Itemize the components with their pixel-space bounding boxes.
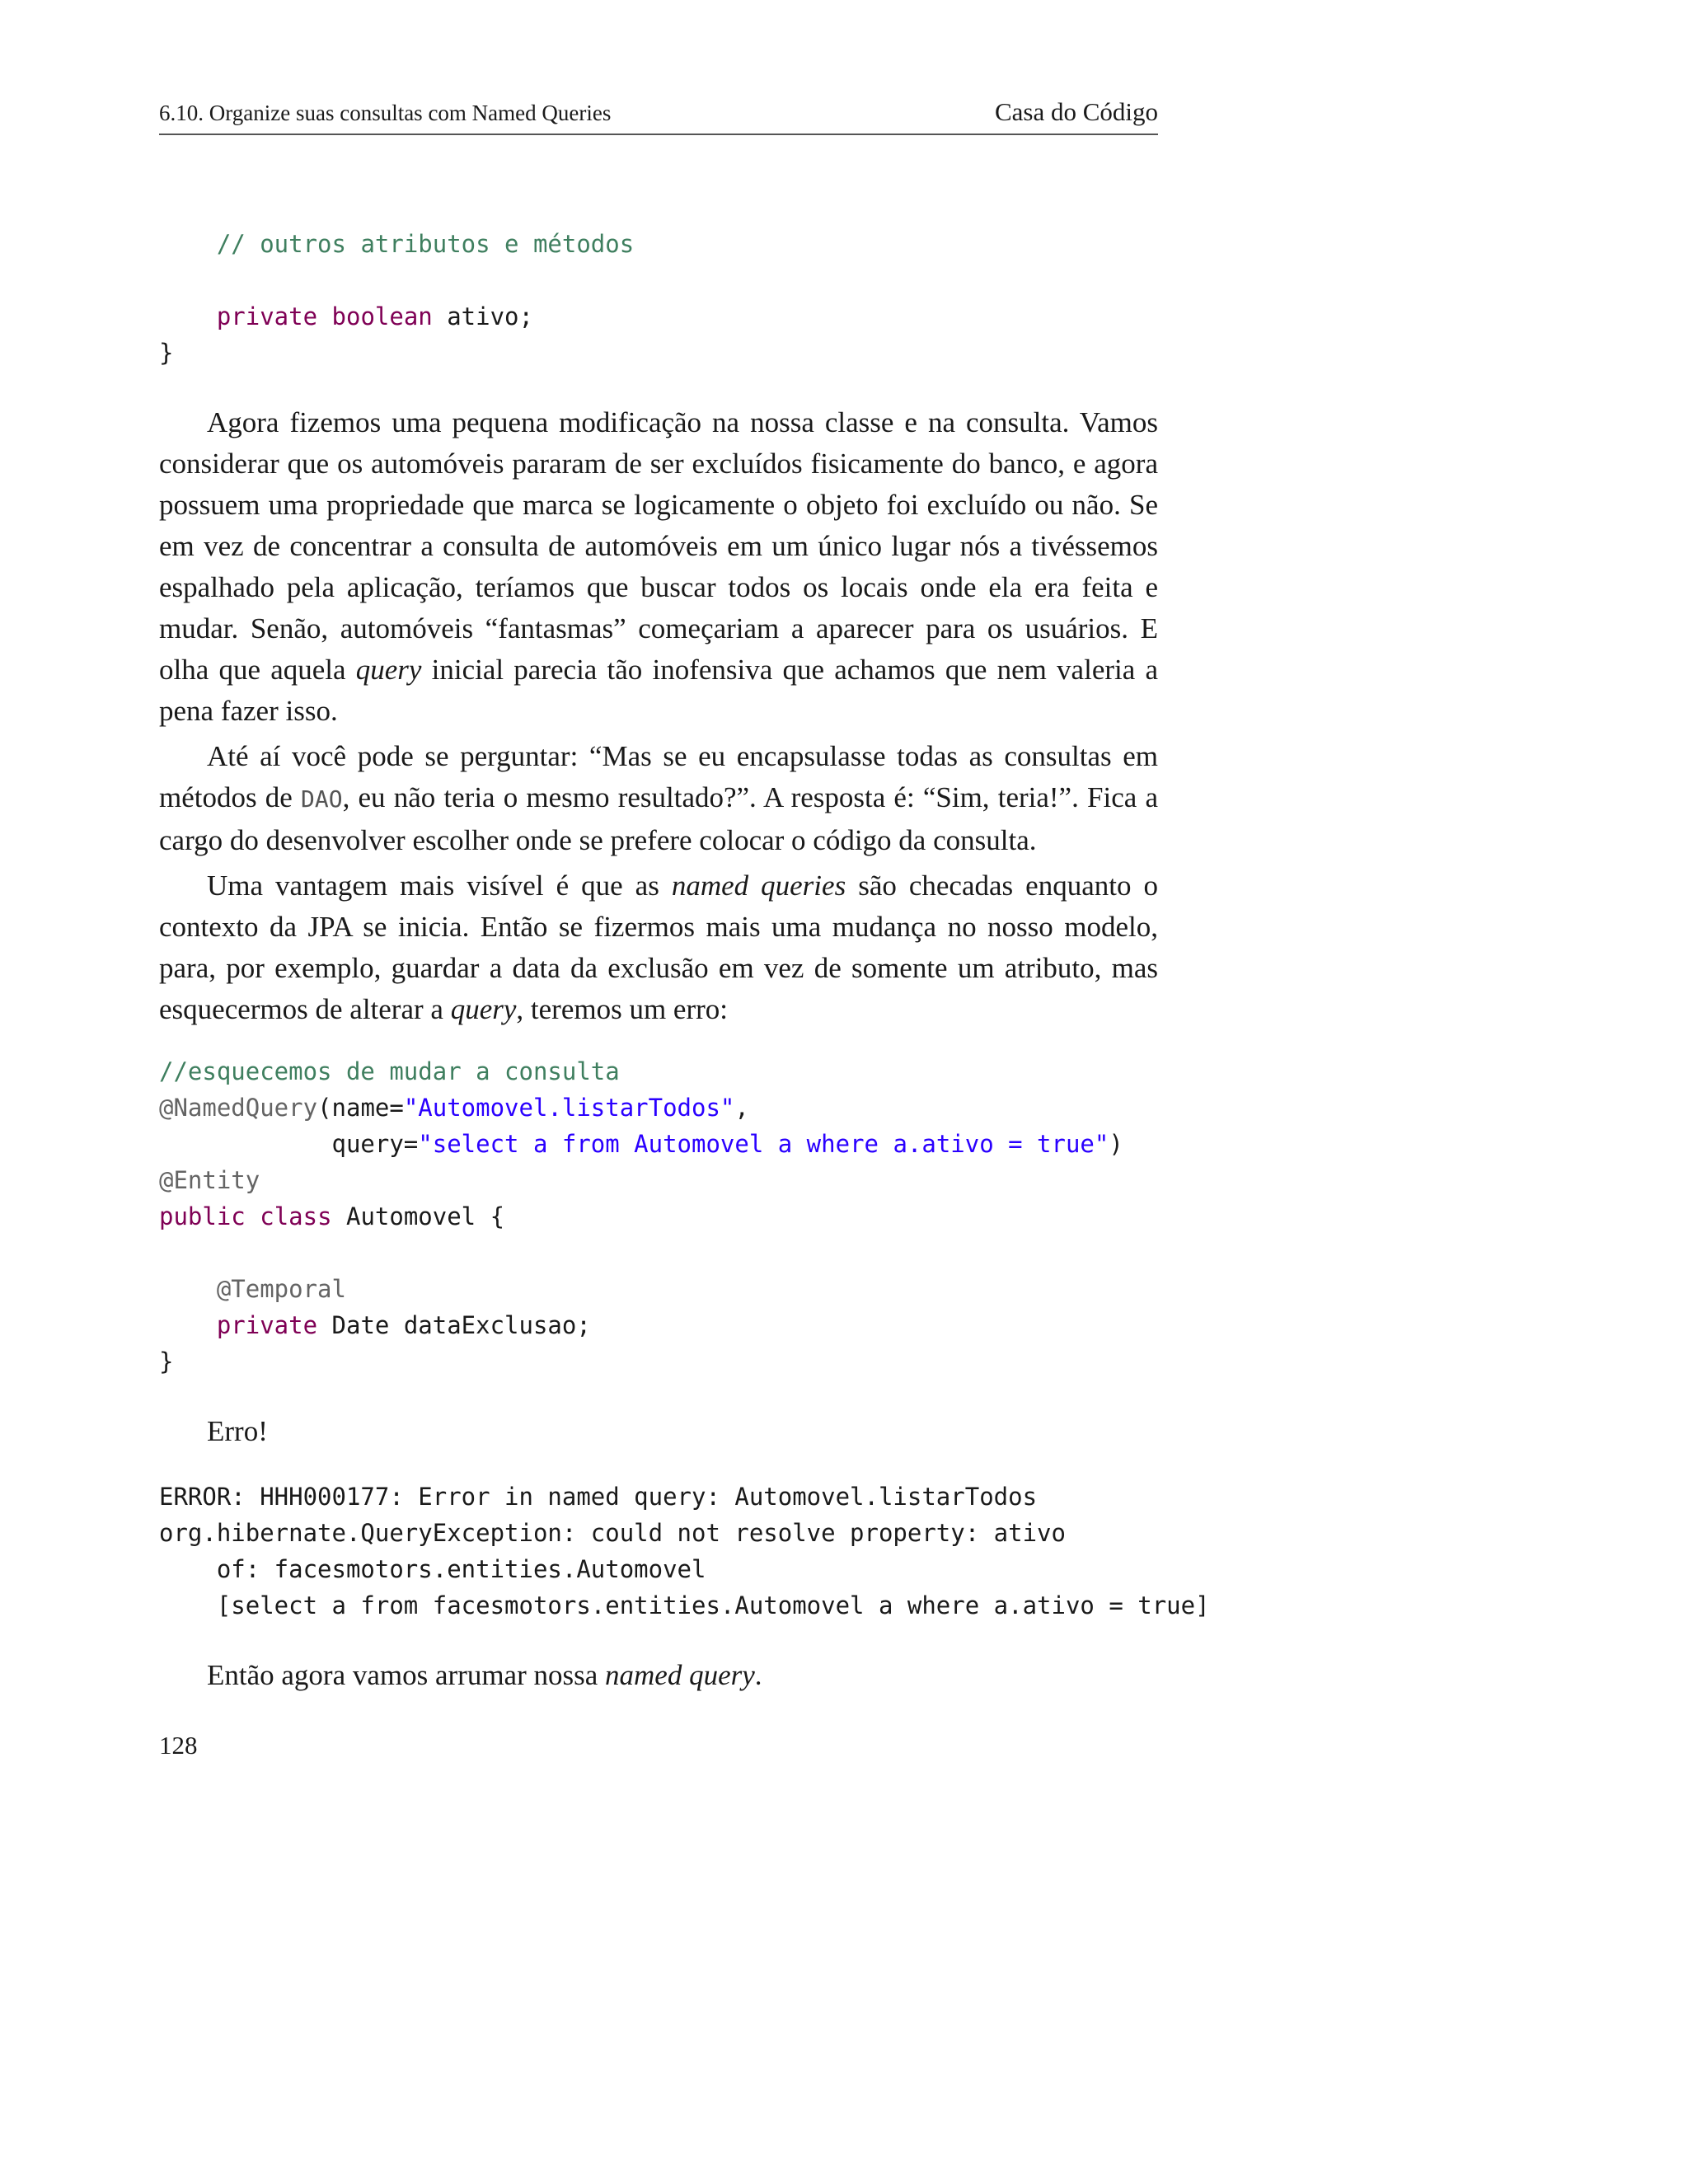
publisher-name: Casa do Código [994, 97, 1158, 126]
text-run: são checadas enquanto o contexto da JPA se inicia. Então se fizermos mais uma mudança no nosso modelo, para, por exemplo, guardar a data da exclusão em vez de somente um atributo, mas esquecermos de alterar a [159, 869, 1158, 1025]
paragraph [159, 865, 1158, 1030]
code-line [159, 1198, 1123, 1235]
code-text: query= [159, 1130, 419, 1158]
paragraph [159, 402, 1158, 732]
code-line [159, 298, 634, 335]
text-run: inicial parecia tão inofensiva que achamos que nem valeria a pena fazer isso. [159, 654, 1158, 727]
code-line [159, 335, 634, 371]
code-brace: } [159, 339, 174, 367]
emphasis: query [355, 654, 422, 686]
code-line [159, 1235, 1123, 1271]
code-comment: //esquecemos de mudar a consulta [159, 1057, 620, 1085]
code-keyword: public [159, 1202, 246, 1230]
code-annotation: @Entity [159, 1166, 260, 1194]
text-run: . [754, 1659, 762, 1691]
text-run: Agora fizemos uma pequena modificação na nossa classe e na consulta. Vamos considerar que os automóveis pararam de ser excluídos fisicamente do banco, e agora possuem uma propriedade que marca se logicamente o objeto foi excluído ou não. Se em vez de concentrar a consulta de automóveis em um único lugar nós a tivéssemos espalhado pela aplicação, teríamos que buscar todos os locais onde ela era feita e mudar. Senão, automóveis “fantasmas” começariam a aparecer para os usuários. E olha que aquela [159, 406, 1158, 686]
log-line: ERROR: HHH000177: Error in named query: Automovel.listarTodos [159, 1483, 1038, 1511]
section-title: 6.10. Organize suas consultas com Named Queries [159, 101, 612, 125]
code-text: ) [1109, 1130, 1123, 1158]
text-run: , eu não teria o mesmo resultado?”. A resposta é: “Sim, teria!”. Fica a cargo do desenvolver escolher onde se prefere colocar o código da consulta. [159, 781, 1158, 856]
text-run: Erro! [207, 1415, 268, 1447]
code-line [159, 1090, 1123, 1126]
code-text: , [734, 1094, 749, 1122]
body-text-2 [159, 1411, 1158, 1456]
log-line: of: facesmotors.entities.Automovel [159, 1555, 706, 1583]
code-keyword: private [216, 1311, 318, 1339]
code-keyword: boolean [331, 302, 433, 330]
code-comment: // outros atributos e métodos [216, 230, 635, 258]
code-keyword: class [260, 1202, 332, 1230]
code-line [159, 262, 634, 298]
code-line [159, 1053, 1123, 1090]
paragraph [159, 1655, 1158, 1696]
code-line [159, 1126, 1123, 1162]
code-string: "select a from Automovel a where a.ativo = true" [418, 1130, 1109, 1158]
page-number: 128 [159, 1731, 198, 1760]
body-text-1 [159, 402, 1158, 1034]
code-line [159, 1343, 1123, 1380]
emphasis: query [450, 993, 517, 1025]
text-run: Então agora vamos arrumar nossa [207, 1659, 606, 1691]
code-keyword: private [216, 302, 318, 330]
code-line [159, 1271, 1123, 1307]
error-log-block [159, 1479, 1210, 1624]
code-annotation: @NamedQuery [159, 1094, 318, 1122]
emphasis: named queries [671, 869, 846, 902]
text-run: Uma vantagem mais visível é que as [207, 869, 672, 902]
code-brace: } [159, 1347, 174, 1376]
code-annotation: @Temporal [216, 1275, 346, 1303]
code-string: "Automovel.listarTodos" [403, 1094, 735, 1122]
code-line [159, 1162, 1123, 1198]
paragraph [159, 736, 1158, 861]
code-line [159, 226, 634, 262]
paragraph [159, 1411, 1158, 1452]
book-page [159, 0, 1210, 2184]
code-text: ativo; [432, 302, 533, 330]
running-header [159, 97, 1158, 135]
code-text: (name= [317, 1094, 404, 1122]
text-run: , teremos um erro: [516, 993, 728, 1025]
log-line: [select a from facesmotors.entities.Automovel a where a.ativo = true] [159, 1591, 1210, 1619]
code-block-1 [159, 226, 634, 371]
text-run: Até aí você pode se perguntar: “Mas se eu encapsulasse todas as consultas em métodos de [159, 740, 1158, 813]
body-text-3 [159, 1655, 1158, 1700]
emphasis: named query [605, 1659, 755, 1691]
code-text: Automovel { [331, 1202, 505, 1230]
code-block-2 [159, 1053, 1123, 1380]
inline-code: DAO [300, 785, 343, 813]
code-text: Date dataExclusao; [317, 1311, 591, 1339]
code-line [159, 1307, 1123, 1343]
log-line: org.hibernate.QueryException: could not resolve property: ativo [159, 1519, 1066, 1547]
